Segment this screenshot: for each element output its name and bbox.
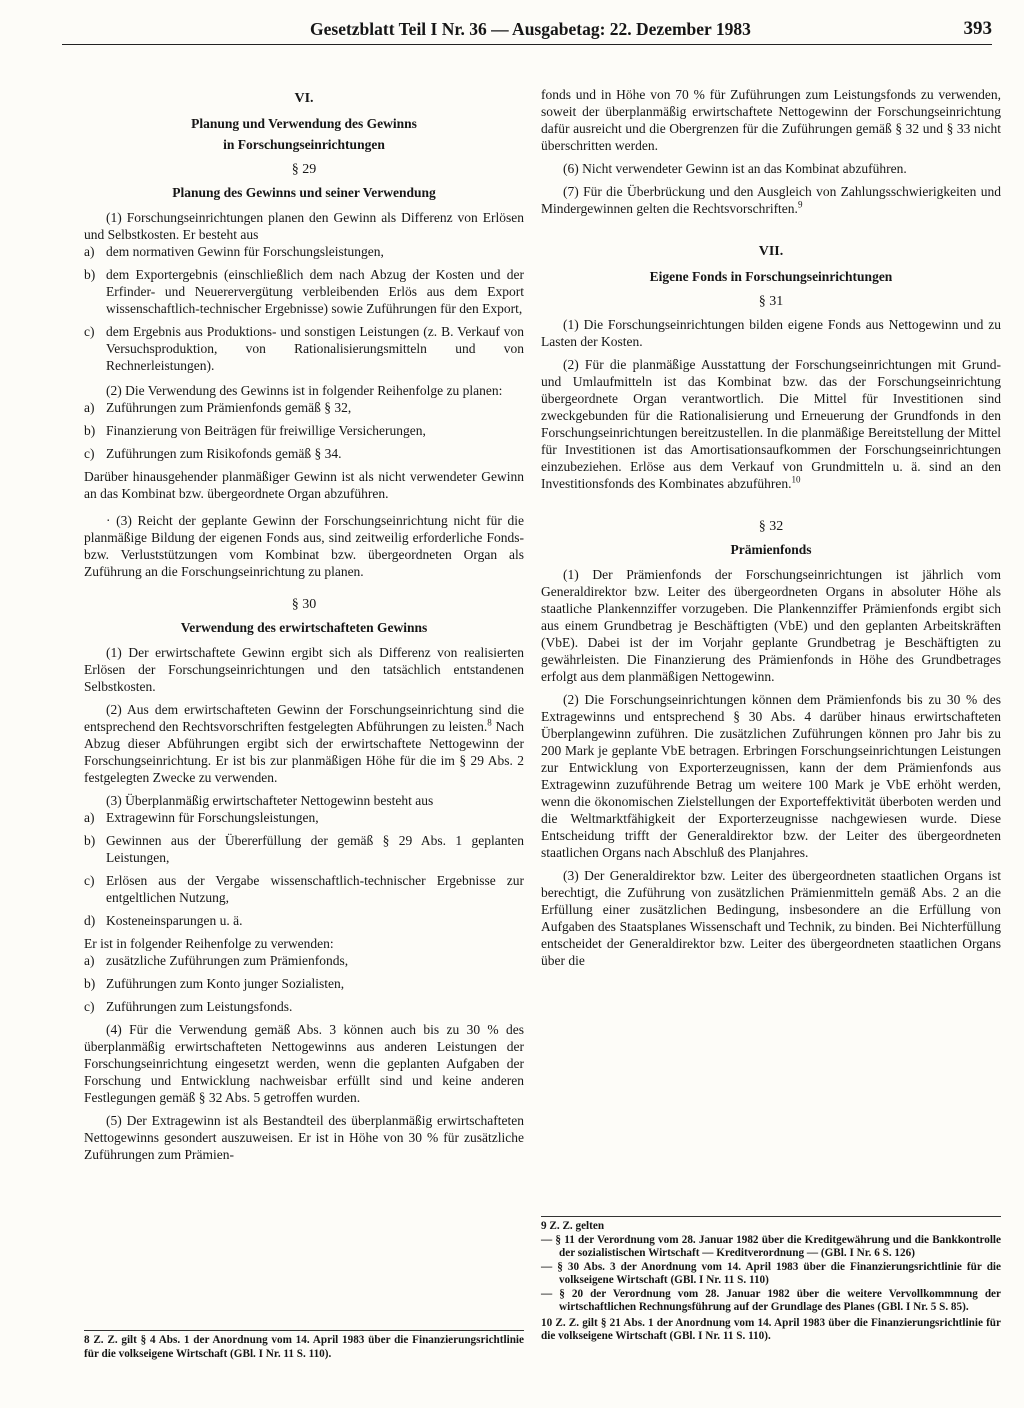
- header-title: Gesetzblatt Teil I Nr. 36 — Ausgabetag: 22. Dezember 1983: [310, 19, 751, 39]
- list-item: c) Zuführungen zum Risikofonds gemäß § 34.: [84, 446, 342, 461]
- footnote-10: 10 Z. Z. gilt § 21 Abs. 1 der Anordnung vom 14. April 1983 über die Finanzierungsrichtlinie für die volkseigene Wirtschaft (GBl. I Nr. 11 S. 110).: [541, 1316, 1001, 1342]
- footnote-9-item: — § 30 Abs. 3 der Anordnung vom 14. April 1983 über die Finanzierungsrichtlinie für die volkseigene Wirtschaft (GBl. I Nr. 11 S. 110): [541, 1260, 1001, 1286]
- s30-paragraph-6: (6) Nicht verwendeter Gewinn ist an das Kombinat abzuführen.: [563, 161, 907, 176]
- footnote-9-head: 9 Z. Z. gelten: [541, 1220, 605, 1232]
- right-column: [541, 86, 1001, 975]
- s30-paragraph-5-continued: fonds und in Höhe von 70 % für Zuführungen zum Leistungsfonds zu verwenden, soweit der überplanmäßig erwirtschaftete Nettogewinn der Forschungseinrichtung dafür ausreicht und die Obergrenzen für die Zuführungen gemäß § 32 und § 33 nicht überschritten werden.: [541, 87, 1001, 153]
- s30-paragraph-7: (7) Für die Überbrückung und den Ausgleich von Zahlungsschwierigkeiten und Mindergewinnen gelten die Rechtsvorschriften.$^9$: [541, 184, 1001, 216]
- s32-paragraph-2: (2) Die Forschungseinrichtungen können dem Prämienfonds bis zu 30 % des Extragewinns und entsprechend § 30 Abs. 4 darüber hinaus erwirtschafteten Überplangewinn zuführen. Die zusätzlichen Zuführungen können pro Jahr bis zu 200 Mark je geplante VbE betragen. Erbringen Forschungseinrichtungen Leistungen zur Entwicklung von Exporterzeugnissen, kann der dem Prämienfonds aus Extragewinn zuzuführende Betrag um weitere 100 Mark je VbE erhöht werden, wenn die ökonomischen Zielstellungen der Exporteffektivität überboten werden und die Weltmarktfähigkeit der Exporterzeugnisse nachgewiesen wurde. Diese Entscheidung trifft der Generaldirektor bzw. der Leiter des übergeordneten staatlichen Organs nach Abschluß des Planjahres.: [541, 692, 1001, 860]
- s32-paragraph-3: (3) Der Generaldirektor bzw. Leiter des übergeordneten staatlichen Organs ist berechtigt, die Zuführung von zusätzlichen Prämienmitteln gemäß Abs. 2 an die Erfüllung einer zusätzlichen Bedingung, insbesondere an die Erfüllung von Aufgaben des Staatsplanes Wissenschaft und Technik, zu binden. Bei Nichterfüllung entscheidet der Generaldirektor bzw. Leiter des übergeordneten staatlichen Organs über die: [541, 868, 1001, 968]
- list-item: b) dem Exportergebnis (einschließlich dem nach Abzug der Kosten und der Erfinder- und Neuerervergütung verbleibenden Erlös aus dem Export wissenschaftlich-technischer Ergebnisse) sowie Zuführungen für den Export,: [84, 267, 524, 316]
- section-32-number: § 32: [758, 519, 784, 534]
- page-header: [62, 16, 992, 45]
- list-item: b) Zuführungen zum Konto junger Sozialisten,: [84, 976, 345, 991]
- section-31-number: § 31: [758, 294, 784, 309]
- s30-paragraph-5: (5) Der Extragewinn ist als Bestandteil des überplanmäßig erwirtschafteten Nettogewinns gesondert auszuweisen. Er ist in Höhe von 30 % für zusätzliche Zuführungen zum Prämien-: [84, 1113, 524, 1162]
- section-32-title: Prämienfonds: [730, 542, 812, 557]
- footnote-ref-10: 10: [791, 474, 801, 485]
- s29-paragraph-2-tail: Darüber hinausgehender planmäßiger Gewinn ist als nicht verwendeter Gewinn an das Kombinat bzw. übergeordnete Organ abzuführen.: [84, 469, 524, 501]
- s30-paragraph-2: (2) Aus dem erwirtschafteten Gewinn der Forschungseinrichtung sind die entsprechend den Rechtsvorschriften festgelegten Abführungen zu leisten.$^8$ Nach Abzug dieser Abführungen ergibt sich der erwirtschaftete Nettogewinn der Forschungseinrichtung. Er ist bis zur planmäßigen Höhe für die im § 29 Abs. 2 festgelegten Zwecke zu verwenden.: [84, 702, 525, 785]
- footnotes-left: [84, 1330, 524, 1361]
- list-item: c) Zuführungen zum Leistungsfonds.: [84, 999, 293, 1014]
- chapter-7-title: Eigene Fonds in Forschungseinrichtungen: [649, 269, 893, 284]
- list-item: c) Erlösen aus der Vergabe wissenschaftlich-technischer Ergebnisse zur entgeltlichen Nutzung,: [84, 873, 524, 905]
- s29-paragraph-2: (2) Die Verwendung des Gewinns ist in folgender Reihenfolge zu planen:: [106, 383, 503, 398]
- s29-paragraph-3: · (3) Reicht der geplante Gewinn der Forschungseinrichtung nicht für die planmäßige Bildung der eigenen Fonds aus, sind zeitweilig erforderliche Fonds- bzw. Verluststützungen vom Kombinat bzw. übergeordneten Organ als Zuführung an die Forschungseinrichtung zu planen.: [84, 513, 524, 579]
- footnotes-right: [541, 1216, 1001, 1344]
- footnote-ref-9: 9: [797, 199, 803, 210]
- list-item: a) dem normativen Gewinn für Forschungsleistungen,: [84, 244, 384, 259]
- footnote-8: 8 Z. Z. gilt § 4 Abs. 1 der Anordnung vom 14. April 1983 über die Finanzierungsrichtlinie für die volkseigene Wirtschaft (GBl. I Nr. 11 S. 110).: [84, 1334, 524, 1360]
- section-30-number: § 30: [291, 597, 317, 612]
- s30-paragraph-3-tail: Er ist in folgender Reihenfolge zu verwenden:: [84, 936, 334, 951]
- s30-p3-list: [84, 809, 524, 929]
- s31-paragraph-2: (2) Für die planmäßige Ausstattung der Forschungseinrichtungen mit Grund- und Umlaufmitteln ist das Kombinat bzw. das der Forschungseinrichtung übergeordnete Organ verantwortlich. Die Mittel für Investitionen sind zweckgebunden für die Rationalisierung und Erneuerung der Grundfonds in den Forschungseinrichtungen bereitzustellen. In die planmäßige Bereitstellung der Mittel für Investitionen ist das Amortisationsaufkommen der Forschungseinrichtungen einzubeziehen. Erlöse aus dem Verkauf von Grundmitteln u. ä. sind an den Investitionsfonds des Kombinates abzuführen.$^{10}$: [541, 357, 1001, 491]
- s30-p3-list-2: [84, 952, 524, 1015]
- list-item: a) Zuführungen zum Prämienfonds gemäß § 32,: [84, 400, 352, 415]
- list-item: a) zusätzliche Zuführungen zum Prämienfonds,: [84, 953, 349, 968]
- left-column: [84, 86, 524, 1169]
- list-item: b) Gewinnen aus der Übererfüllung der gemäß § 29 Abs. 1 geplanten Leistungen,: [84, 833, 524, 865]
- list-item: b) Finanzierung von Beiträgen für freiwillige Versicherungen,: [84, 423, 426, 438]
- section-29-title: Planung des Gewinns und seiner Verwendung: [172, 185, 436, 200]
- s30-paragraph-3: (3) Überplanmäßig erwirtschafteter Nettogewinn besteht aus: [106, 793, 434, 808]
- footnote-9-item: — § 11 der Verordnung vom 28. Januar 1982 über die Kreditgewährung und die Bankkontrolle der sozialistischen Wirtschaft — Kreditverordnung — (GBl. I Nr. 6 S. 126): [541, 1233, 1001, 1259]
- chapter-6-title-line2: in Forschungseinrichtungen: [223, 137, 385, 152]
- s29-p2-list: [84, 399, 524, 462]
- s31-paragraph-1: (1) Die Forschungseinrichtungen bilden eigene Fonds aus Nettogewinn und zu Lasten der Kosten.: [541, 317, 1001, 349]
- list-item: d) Kosteneinsparungen u. ä.: [84, 913, 243, 928]
- page-number: 393: [963, 18, 992, 39]
- chapter-6-title-line1: Planung und Verwendung des Gewinns: [191, 116, 417, 131]
- section-30-title: Verwendung des erwirtschafteten Gewinns: [180, 620, 428, 635]
- chapter-6-number: VI.: [294, 91, 314, 106]
- footnote-ref-8: 8: [487, 717, 492, 728]
- list-item: a) Extragewinn für Forschungsleistungen,: [84, 810, 319, 825]
- footnote-9-item: — § 20 der Verordnung vom 28. Januar 1982 über die weitere Vervollkommnung der wirtschaftlichen Rechnungsführung auf der Grundlage des Planes (GBl. I Nr. 5 S. 85).: [541, 1287, 1001, 1313]
- list-item: c) dem Ergebnis aus Produktions- und sonstigen Leistungen (z. B. Verkauf von Versuchsproduktion, von Rationalisierungsmitteln und von Rechnerleistungen).: [84, 324, 524, 373]
- s30-paragraph-4: (4) Für die Verwendung gemäß Abs. 3 können auch bis zu 30 % des überplanmäßig erwirtschafteten Nettogewinns aus anderen Leistungen der Forschungseinrichtung eingesetzt werden, wenn die geplanten Aufgaben der Forschung und Entwicklung nachweisbar erfüllt sind und keine anderen Festlegungen gemäß § 32 Abs. 5 getroffen wurden.: [84, 1022, 524, 1105]
- s32-paragraph-1: (1) Der Prämienfonds der Forschungseinrichtungen ist jährlich vom Generaldirektor bzw. Leiter des übergeordneten Organs in absoluter Höhe als staatliche Plankennziffer vorzugeben. Die Plankennziffer Prämienfonds ergibt sich aus einem Grundbetrag je Beschäftigten (VbE) und den geplanten Arbeitskräften (VbE). Dabei ist der im Vorjahr geplante Grundbetrag je Beschäftigten zu gewährleisten. Die Finanzierung des Prämienfonds in Höhe des Grundbetrages erfolgt aus dem planmäßigen Nettogewinn.: [541, 567, 1001, 684]
- chapter-7-number: VII.: [758, 244, 784, 259]
- s30-paragraph-1: (1) Der erwirtschaftete Gewinn ergibt sich als Differenz von realisierten Erlösen der Forschungseinrichtungen und den tatsächlich entstandenen Selbstkosten.: [84, 645, 524, 694]
- s29-paragraph-1: (1) Forschungseinrichtungen planen den Gewinn als Differenz von Erlösen und Selbstkosten. Er besteht aus: [84, 210, 524, 242]
- section-29-number: § 29: [291, 162, 317, 177]
- s29-p1-list: [84, 243, 524, 374]
